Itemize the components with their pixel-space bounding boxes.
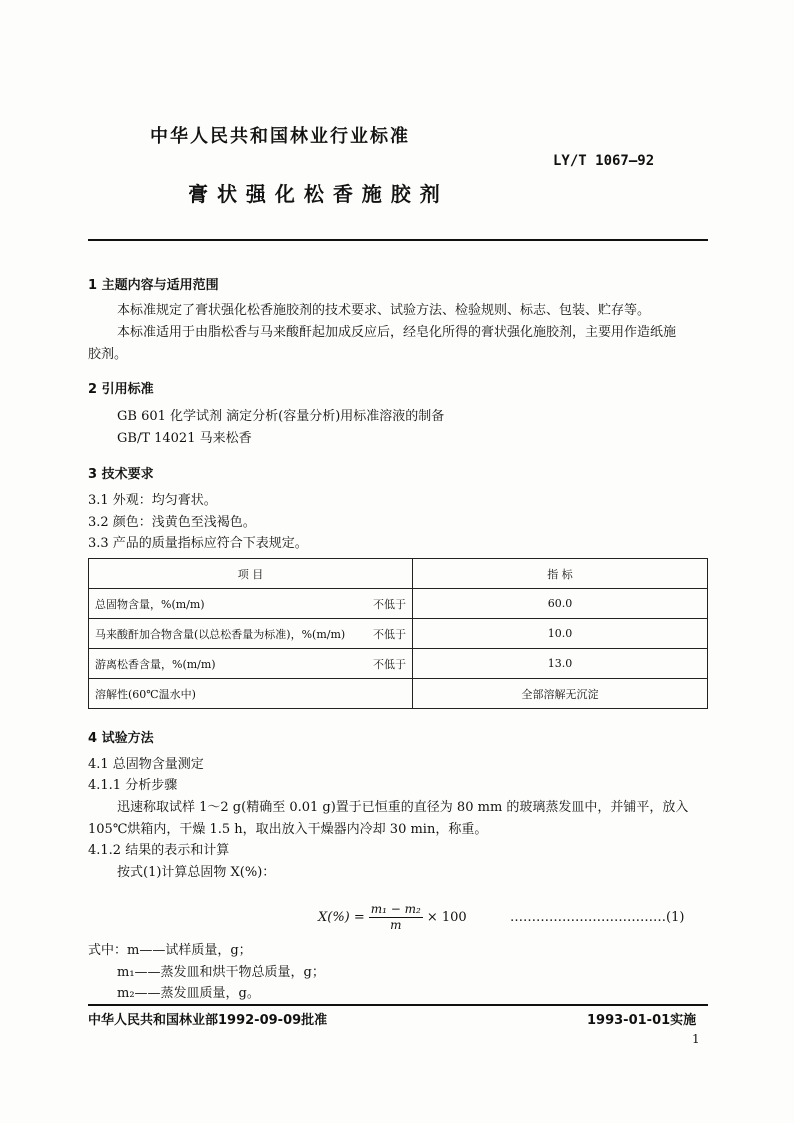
row-value: 13.0 xyxy=(413,649,708,679)
calc-instruction: 按式(1)计算总固物 X(%)： xyxy=(117,865,276,880)
procedure-paragraph: 迅速称取试样 1～2 g(精确至 0.01 g)置于已恒重的直径为 80 mm 的玻璃蒸发皿中，并铺平，放入 xyxy=(117,800,689,815)
effective-date: 1993-01-01实施 xyxy=(587,1013,697,1028)
formula-number: ………………………………(1) xyxy=(510,910,685,925)
row-item: 溶解性(60℃温水中) xyxy=(95,687,196,701)
symbol-m2: m₂——蒸发皿质量，g。 xyxy=(117,986,260,1001)
table-row xyxy=(89,619,708,649)
procedure-paragraph-cont: 105℃烘箱内，干燥 1.5 h，取出放入干燥器内冷却 30 min，称重。 xyxy=(88,822,488,837)
row-item: 总固物含量，%(m/m) xyxy=(95,597,205,611)
header-item: 项 目 xyxy=(89,559,413,589)
table-row xyxy=(89,649,708,679)
section-3-heading: 3 技术要求 xyxy=(88,467,154,482)
item-3-2: 3.2 颜色：浅黄色至浅褐色。 xyxy=(88,515,256,530)
row-item-cell xyxy=(89,649,413,679)
reference-gb601: GB 601 化学试剂 滴定分析(容量分析)用标准溶液的制备 xyxy=(117,409,445,424)
page-number: 1 xyxy=(692,1032,700,1046)
subsection-4-1-1: 4.1.1 分析步骤 xyxy=(88,778,178,793)
formula-rhs: × 100 xyxy=(426,909,467,925)
table-header-row xyxy=(89,559,708,589)
formula-fraction xyxy=(369,902,423,933)
row-item-cell xyxy=(89,679,413,709)
row-item: 马来酸酐加合物含量(以总松香量为标准)，%(m/m) xyxy=(95,627,346,641)
row-limit: 不低于 xyxy=(373,597,406,611)
table-row xyxy=(89,589,708,619)
item-3-3: 3.3 产品的质量指标应符合下表规定。 xyxy=(88,536,308,551)
formula-denominator: m xyxy=(390,917,402,932)
table-row xyxy=(89,679,708,709)
symbol-m: 式中：m——试样质量，g； xyxy=(88,943,252,958)
section-1-paragraph-2-cont: 胶剂。 xyxy=(88,347,128,362)
row-value: 60.0 xyxy=(413,589,708,619)
symbol-m1: m₁——蒸发皿和烘干物总质量，g； xyxy=(117,965,325,980)
reference-gbt14021: GB/T 14021 马来松香 xyxy=(117,431,252,446)
row-item: 游离松香含量，%(m/m) xyxy=(95,657,216,671)
quality-index-table xyxy=(88,558,708,709)
row-limit: 不低于 xyxy=(373,627,406,641)
row-item-cell xyxy=(89,619,413,649)
section-2-heading: 2 引用标准 xyxy=(88,382,154,397)
document-title: 膏 状 强 化 松 香 施 胶 剂 xyxy=(188,182,441,206)
footer-rule xyxy=(88,1004,708,1006)
subsection-4-1: 4.1 总固物含量测定 xyxy=(88,757,204,772)
section-1-paragraph-1: 本标准规定了膏状强化松香施胶剂的技术要求、试验方法、检验规则、标志、包装、贮存等。 xyxy=(117,303,651,318)
section-1-paragraph-2: 本标准适用于由脂松香与马来酸酐起加成反应后，经皂化所得的膏状强化施胶剂，主要用作造纸施 xyxy=(117,325,677,340)
row-value: 全部溶解无沉淀 xyxy=(413,679,708,709)
row-item-cell xyxy=(89,589,413,619)
approval-line: 中华人民共和国林业部1992-09-09批准 xyxy=(88,1013,328,1028)
formula xyxy=(318,900,467,934)
item-3-1: 3.1 外观：均匀膏状。 xyxy=(88,493,217,508)
section-1-heading: 1 主题内容与适用范围 xyxy=(88,278,219,293)
subsection-4-1-2: 4.1.2 结果的表示和计算 xyxy=(88,843,230,858)
formula-lhs: X(%) = xyxy=(318,909,365,925)
row-limit: 不低于 xyxy=(373,657,406,671)
row-value: 10.0 xyxy=(413,619,708,649)
header-index: 指 标 xyxy=(413,559,708,589)
standard-code: LY/T 1067—92 xyxy=(553,153,655,169)
section-4-heading: 4 试验方法 xyxy=(88,731,154,746)
org-title: 中华人民共和国林业行业标准 xyxy=(150,126,410,147)
header-rule xyxy=(88,239,708,241)
formula-numerator: m₁ − m₂ xyxy=(370,901,421,916)
